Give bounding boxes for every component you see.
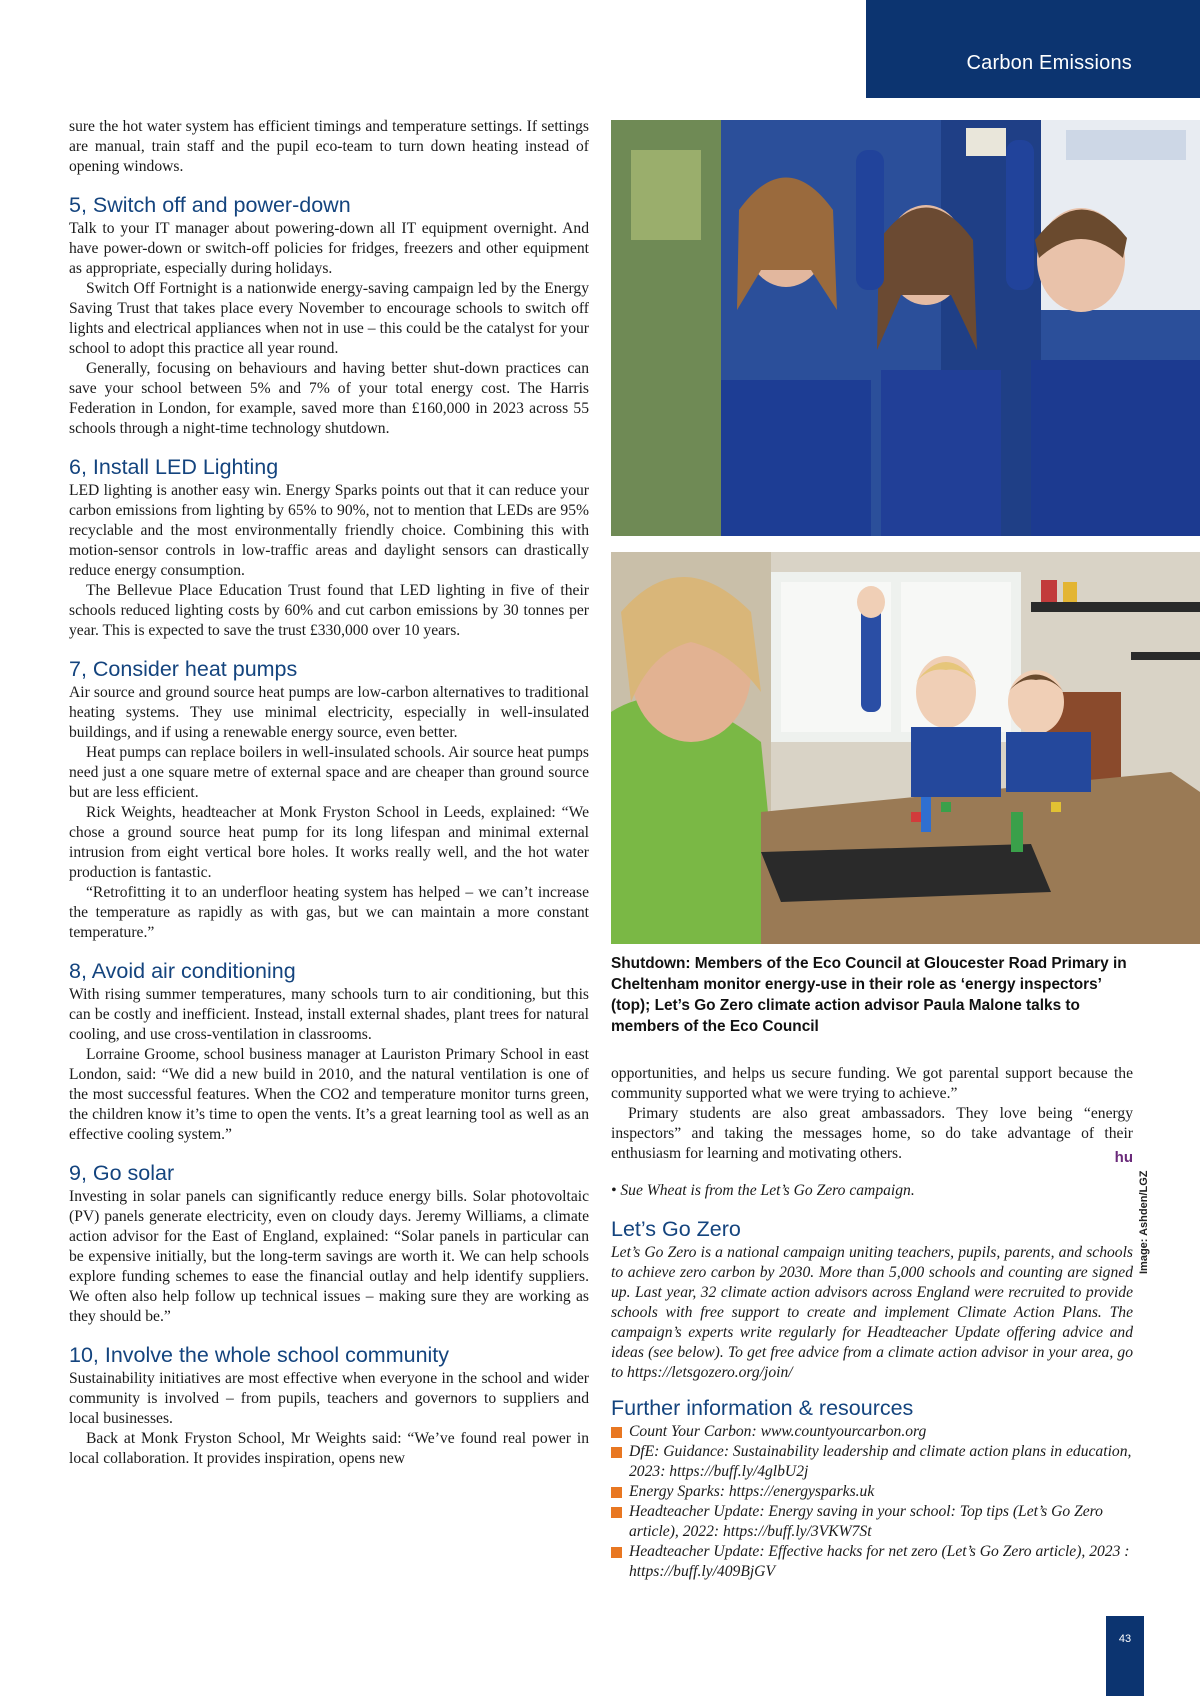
paragraph: Investing in solar panels can significantly reduce energy bills. Solar photovoltaic (PV) panels generate electricity, even on cloudy days. Jeremy Williams, a climate action advisor for the East of England, explained: “Solar panels in particular can be expensive initially, but the long-term savings are worth it. We can help schools explore funding schemes to ease the financial outlay and help identify suppliers. We often also help follow up technical issues – making sure they are working as they should be.” bbox=[69, 1188, 589, 1325]
lets-go-zero-text: Let’s Go Zero is a national campaign uniting teachers, pupils, parents, and schools to achieve zero carbon by 2030. More than 5,000 schools and counting are signed up. Last year, 32 climate action advisors across England were recruited to provide schools with free support to create and implement Climate Action Plans. The campaign’s experts write regularly for Headteacher Update offering advice and ideas (see below). To get free advice from a climate action advisor in your area, go to https://letsgozero.org/join/ bbox=[611, 1244, 1133, 1381]
left-column bbox=[69, 117, 589, 1469]
resources-list bbox=[611, 1422, 1133, 1582]
photo-energy-inspectors bbox=[611, 120, 1200, 536]
paragraph: “Retrofitting it to an underfloor heating system has helped – we can’t increase the temperature as rapidly as with gas, but we can maintain a more constant temperature.” bbox=[69, 884, 589, 941]
section-title: Carbon Emissions bbox=[966, 52, 1132, 74]
heading-further-resources: Further information & resources bbox=[611, 1396, 914, 1420]
orange-bullet-icon bbox=[611, 1487, 622, 1498]
intro-paragraph: sure the hot water system has efficient timings and temperature settings. If settings are manual, train staff and the pupil eco-team to turn down heating instead of opening windows. bbox=[69, 118, 589, 175]
end-mark-logo: hu bbox=[1114, 1149, 1133, 1166]
heading-school-community: 10, Involve the whole school community bbox=[69, 1343, 450, 1367]
resource-text: Energy Sparks: https://energysparks.uk bbox=[629, 1483, 875, 1500]
resource-text: Count Your Carbon: www.countyourcarbon.org bbox=[629, 1423, 927, 1440]
paragraph: Generally, focusing on behaviours and having better shut-down practices can save your school between 5% and 7% of your total energy cost. The Harris Federation in London, for example, saved more than £160,000 in 2023 across 55 schools through a night-time technology shutdown. bbox=[69, 360, 589, 437]
paragraph: The Bellevue Place Education Trust found that LED lighting in five of their schools reduced lighting costs by 60% and cut carbon emissions by 30 tonnes per year. This is expected to save the trust £330,000 over 10 years. bbox=[69, 582, 589, 639]
paragraph bbox=[611, 1104, 1133, 1164]
paragraph: Talk to your IT manager about powering-down all IT equipment overnight. And have power-down or switch-off policies for fridges, freezers and other equipment as appropriate, especially during holidays. bbox=[69, 220, 589, 277]
orange-bullet-icon bbox=[611, 1507, 622, 1518]
list-item bbox=[611, 1542, 1133, 1582]
heading-lets-go-zero: Let’s Go Zero bbox=[611, 1217, 741, 1241]
page-number: 43 bbox=[1118, 1633, 1132, 1645]
section-header-tab bbox=[866, 0, 1200, 98]
image-credit-text: Image: Ashden/LGZ bbox=[1138, 1170, 1150, 1274]
orange-bullet-icon bbox=[611, 1547, 622, 1558]
heading-heat-pumps: 7, Consider heat pumps bbox=[69, 657, 298, 681]
list-item bbox=[611, 1442, 1133, 1482]
photo-climate-advisor bbox=[611, 552, 1200, 944]
paragraph: Back at Monk Fryston School, Mr Weights said: “We’ve found real power in local collaboration. It provides inspiration, opens new bbox=[69, 1430, 589, 1467]
resource-text: Headteacher Update: Effective hacks for net zero (Let’s Go Zero article), 2023 : https://buff.ly/409BjGV bbox=[629, 1543, 1130, 1580]
orange-bullet-icon bbox=[611, 1427, 622, 1438]
list-item bbox=[611, 1502, 1133, 1542]
resource-text: DfE: Guidance: Sustainability leadership and climate action plans in education, 2023: https://buff.ly/4glbU2j bbox=[629, 1443, 1132, 1480]
paragraph: Sustainability initiatives are most effective when everyone in the school and wider community is involved – from pupils, teachers and governors to suppliers and local businesses. bbox=[69, 1370, 589, 1427]
paragraph: With rising summer temperatures, many schools turn to air conditioning, but this can be costly and inefficient. Instead, install external shades, plant trees for natural cooling, and use cross-ventilation in classrooms. bbox=[69, 986, 589, 1043]
list-item bbox=[611, 1482, 1133, 1502]
heading-go-solar: 9, Go solar bbox=[69, 1161, 175, 1185]
paragraph: Rick Weights, headteacher at Monk Fryston School in Leeds, explained: “We chose a ground source heat pump for its long lifespan and minimal external intrusion from eight vertical bore holes. It works really well, and the hot water production is fantastic. bbox=[69, 804, 589, 881]
heading-air-conditioning: 8, Avoid air conditioning bbox=[69, 959, 296, 983]
heading-switch-off: 5, Switch off and power-down bbox=[69, 193, 351, 217]
paragraph-text: Primary students are also great ambassadors. They love being “energy inspectors” and taking the messages home, so do take advantage of their enthusiasm for learning and motivating others. bbox=[611, 1105, 1133, 1162]
paragraph: Lorraine Groome, school business manager at Lauriston Primary School in east London, said: “We did a new build in 2010, and the natural ventilation is one of the most successful features. When the CO2 and temperature monitor turns green, the children know it’s time to open the vents. It’s a great learning tool as well as an effective cooling system.” bbox=[69, 1046, 589, 1143]
page-number-tab bbox=[1106, 1616, 1144, 1696]
paragraph: Air source and ground source heat pumps are low-carbon alternatives to traditional heating systems. They use minimal electricity, especially in well-insulated buildings, and if using a renewable energy source, even better. bbox=[69, 684, 589, 741]
paragraph: opportunities, and helps us secure funding. We got parental support because the community supported what we were trying to achieve.” bbox=[611, 1065, 1133, 1102]
orange-bullet-icon bbox=[611, 1447, 622, 1458]
right-column bbox=[611, 1064, 1133, 1582]
paragraph: LED lighting is another easy win. Energy Sparks points out that it can reduce your carbon emissions from lighting by 65% to 90%, not to mention that LEDs are 95% recyclable and the most environmentally friendly choice. Combining this with motion-sensor controls in low-traffic areas and daylight sensors can drastically reduce energy consumption. bbox=[69, 482, 589, 579]
paragraph: Switch Off Fortnight is a nationwide energy-saving campaign led by the Energy Saving Trust that takes place every November to encourage schools to switch off lights and electrical appliances when not in use – this could be the catalyst for your school to adopt this practice all year round. bbox=[69, 280, 589, 357]
resource-text: Headteacher Update: Energy saving in your school: Top tips (Let’s Go Zero article), 2022: https://buff.ly/3VKW7St bbox=[629, 1503, 1103, 1540]
image-credit bbox=[1138, 1170, 1162, 1274]
author-note: • Sue Wheat is from the Let’s Go Zero campaign. bbox=[611, 1182, 915, 1199]
heading-led-lighting: 6, Install LED Lighting bbox=[69, 455, 279, 479]
paragraph: Heat pumps can replace boilers in well-insulated schools. Air source heat pumps need just a one square metre of external space and are cheaper than ground source but are less efficient. bbox=[69, 744, 589, 801]
photo-caption: Shutdown: Members of the Eco Council at Gloucester Road Primary in Cheltenham monitor energy-use in their role as ‘energy inspectors’ (top); Let’s Go Zero climate action advisor Paula Malone talks to members of the Eco Council bbox=[611, 955, 1127, 1035]
list-item bbox=[611, 1422, 1133, 1442]
